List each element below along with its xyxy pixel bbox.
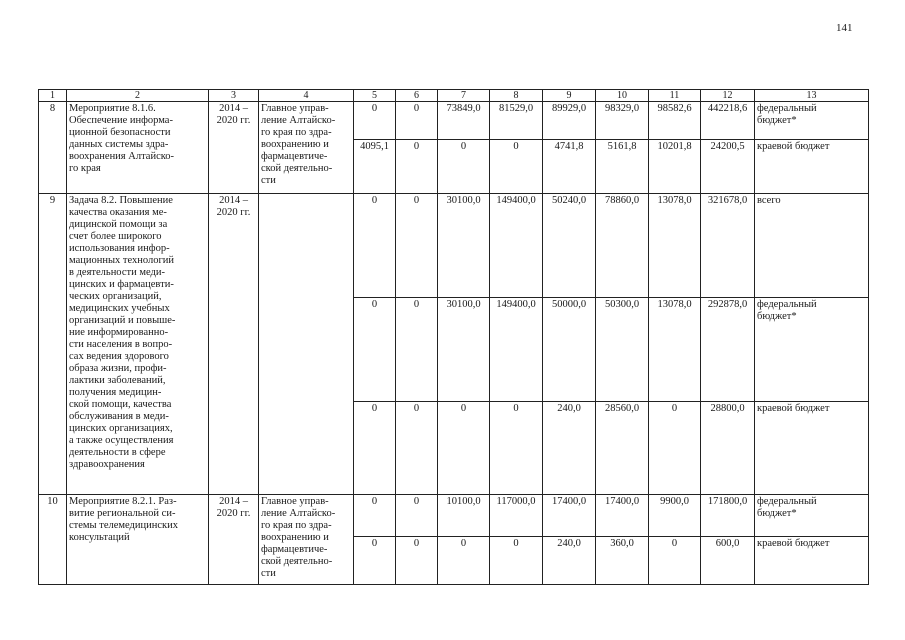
row-number-cell: 10 [39, 495, 67, 585]
funding-source-cell: краевой бюджет [755, 402, 869, 495]
amount-cell: 50000,0 [543, 298, 596, 402]
column-number-cell: 1 [39, 90, 67, 102]
column-number-cell: 13 [755, 90, 869, 102]
amount-cell: 10201,8 [649, 140, 701, 194]
row-number-cell: 9 [39, 194, 67, 495]
column-number-cell: 4 [259, 90, 354, 102]
page-number: 141 [836, 22, 853, 34]
amount-cell: 0 [438, 402, 490, 495]
column-number-cell: 7 [438, 90, 490, 102]
amount-cell: 360,0 [596, 537, 649, 585]
amount-cell: 81529,0 [490, 102, 543, 140]
amount-cell: 600,0 [701, 537, 755, 585]
amount-cell: 240,0 [543, 402, 596, 495]
amount-cell: 0 [396, 495, 438, 537]
column-number-cell: 9 [543, 90, 596, 102]
table-row [39, 102, 869, 140]
amount-cell: 292878,0 [701, 298, 755, 402]
amount-cell: 89929,0 [543, 102, 596, 140]
amount-cell: 0 [396, 298, 438, 402]
funding-source-cell: краевой бюджет [755, 537, 869, 585]
amount-cell: 17400,0 [543, 495, 596, 537]
column-number-cell: 6 [396, 90, 438, 102]
amount-cell: 0 [396, 194, 438, 298]
amount-cell: 17400,0 [596, 495, 649, 537]
period-cell: 2014 – 2020 гг. [209, 102, 259, 194]
amount-cell: 0 [490, 537, 543, 585]
amount-cell: 9900,0 [649, 495, 701, 537]
column-number-cell: 10 [596, 90, 649, 102]
amount-cell: 0 [354, 495, 396, 537]
amount-cell: 0 [354, 194, 396, 298]
amount-cell: 149400,0 [490, 194, 543, 298]
row-number-cell: 8 [39, 102, 67, 194]
amount-cell: 0 [396, 402, 438, 495]
amount-cell: 0 [649, 537, 701, 585]
amount-cell: 0 [649, 402, 701, 495]
amount-cell: 28800,0 [701, 402, 755, 495]
amount-cell: 442218,6 [701, 102, 755, 140]
funding-source-cell: всего [755, 194, 869, 298]
funding-source-cell: федеральный бюджет* [755, 495, 869, 537]
amount-cell: 98582,6 [649, 102, 701, 140]
amount-cell: 0 [396, 102, 438, 140]
column-number-cell: 11 [649, 90, 701, 102]
amount-cell: 321678,0 [701, 194, 755, 298]
column-number-cell: 12 [701, 90, 755, 102]
funding-source-cell: федеральный бюджет* [755, 298, 869, 402]
column-number-cell: 3 [209, 90, 259, 102]
amount-cell: 4741,8 [543, 140, 596, 194]
budget-table [38, 89, 869, 585]
amount-cell: 30100,0 [438, 298, 490, 402]
amount-cell: 0 [438, 537, 490, 585]
amount-cell: 171800,0 [701, 495, 755, 537]
amount-cell: 50240,0 [543, 194, 596, 298]
amount-cell: 0 [438, 140, 490, 194]
event-name-cell: Мероприятие 8.2.1. Раз- витие региональной си- стемы телемедицинских консультаций [67, 495, 209, 585]
amount-cell: 0 [354, 102, 396, 140]
table-row [39, 495, 869, 537]
amount-cell: 0 [354, 537, 396, 585]
amount-cell: 13078,0 [649, 194, 701, 298]
period-cell: 2014 – 2020 гг. [209, 495, 259, 585]
amount-cell: 50300,0 [596, 298, 649, 402]
amount-cell: 10100,0 [438, 495, 490, 537]
funding-source-cell: краевой бюджет [755, 140, 869, 194]
funding-source-cell: федеральный бюджет* [755, 102, 869, 140]
amount-cell: 4095,1 [354, 140, 396, 194]
amount-cell: 73849,0 [438, 102, 490, 140]
amount-cell: 5161,8 [596, 140, 649, 194]
executor-cell: Главное управ- ление Алтайско- го края по здра- воохранению и фармацевтиче- ской деятельно- сти [259, 102, 354, 194]
amount-cell: 0 [354, 298, 396, 402]
amount-cell: 24200,5 [701, 140, 755, 194]
column-number-row [39, 90, 869, 102]
amount-cell: 30100,0 [438, 194, 490, 298]
column-number-cell: 8 [490, 90, 543, 102]
amount-cell: 0 [396, 140, 438, 194]
amount-cell: 13078,0 [649, 298, 701, 402]
column-number-cell: 5 [354, 90, 396, 102]
event-name-cell: Задача 8.2. Повышение качества оказания ме- дицинской помощи за счет более широкого использования инфор- мационных технологий в деятельности меди- цинских и фармацевти- ческих организаций, медицинских учебных организаций и повыше- ние информированно- сти населения в вопро- сах ведения здорового образа жизни, профи- лактики заболеваний, получения медицин- ской помощи, качества обслуживания в меди- цинских организациях, а также осуществления деятельности в сфере здравоохранения [67, 194, 209, 495]
table-row [39, 194, 869, 298]
amount-cell: 0 [490, 140, 543, 194]
amount-cell: 78860,0 [596, 194, 649, 298]
period-cell: 2014 – 2020 гг. [209, 194, 259, 495]
amount-cell: 0 [354, 402, 396, 495]
amount-cell: 117000,0 [490, 495, 543, 537]
amount-cell: 240,0 [543, 537, 596, 585]
executor-cell: Главное управ- ление Алтайско- го края по здра- воохранению и фармацевтиче- ской деятельно- сти [259, 495, 354, 585]
column-number-cell: 2 [67, 90, 209, 102]
event-name-cell: Мероприятие 8.1.6. Обеспечение информа- ционной безопасности данных системы здра- воохранения Алтайско- го края [67, 102, 209, 194]
amount-cell: 28560,0 [596, 402, 649, 495]
amount-cell: 0 [490, 402, 543, 495]
amount-cell: 0 [396, 537, 438, 585]
amount-cell: 149400,0 [490, 298, 543, 402]
amount-cell: 98329,0 [596, 102, 649, 140]
executor-cell [259, 194, 354, 495]
